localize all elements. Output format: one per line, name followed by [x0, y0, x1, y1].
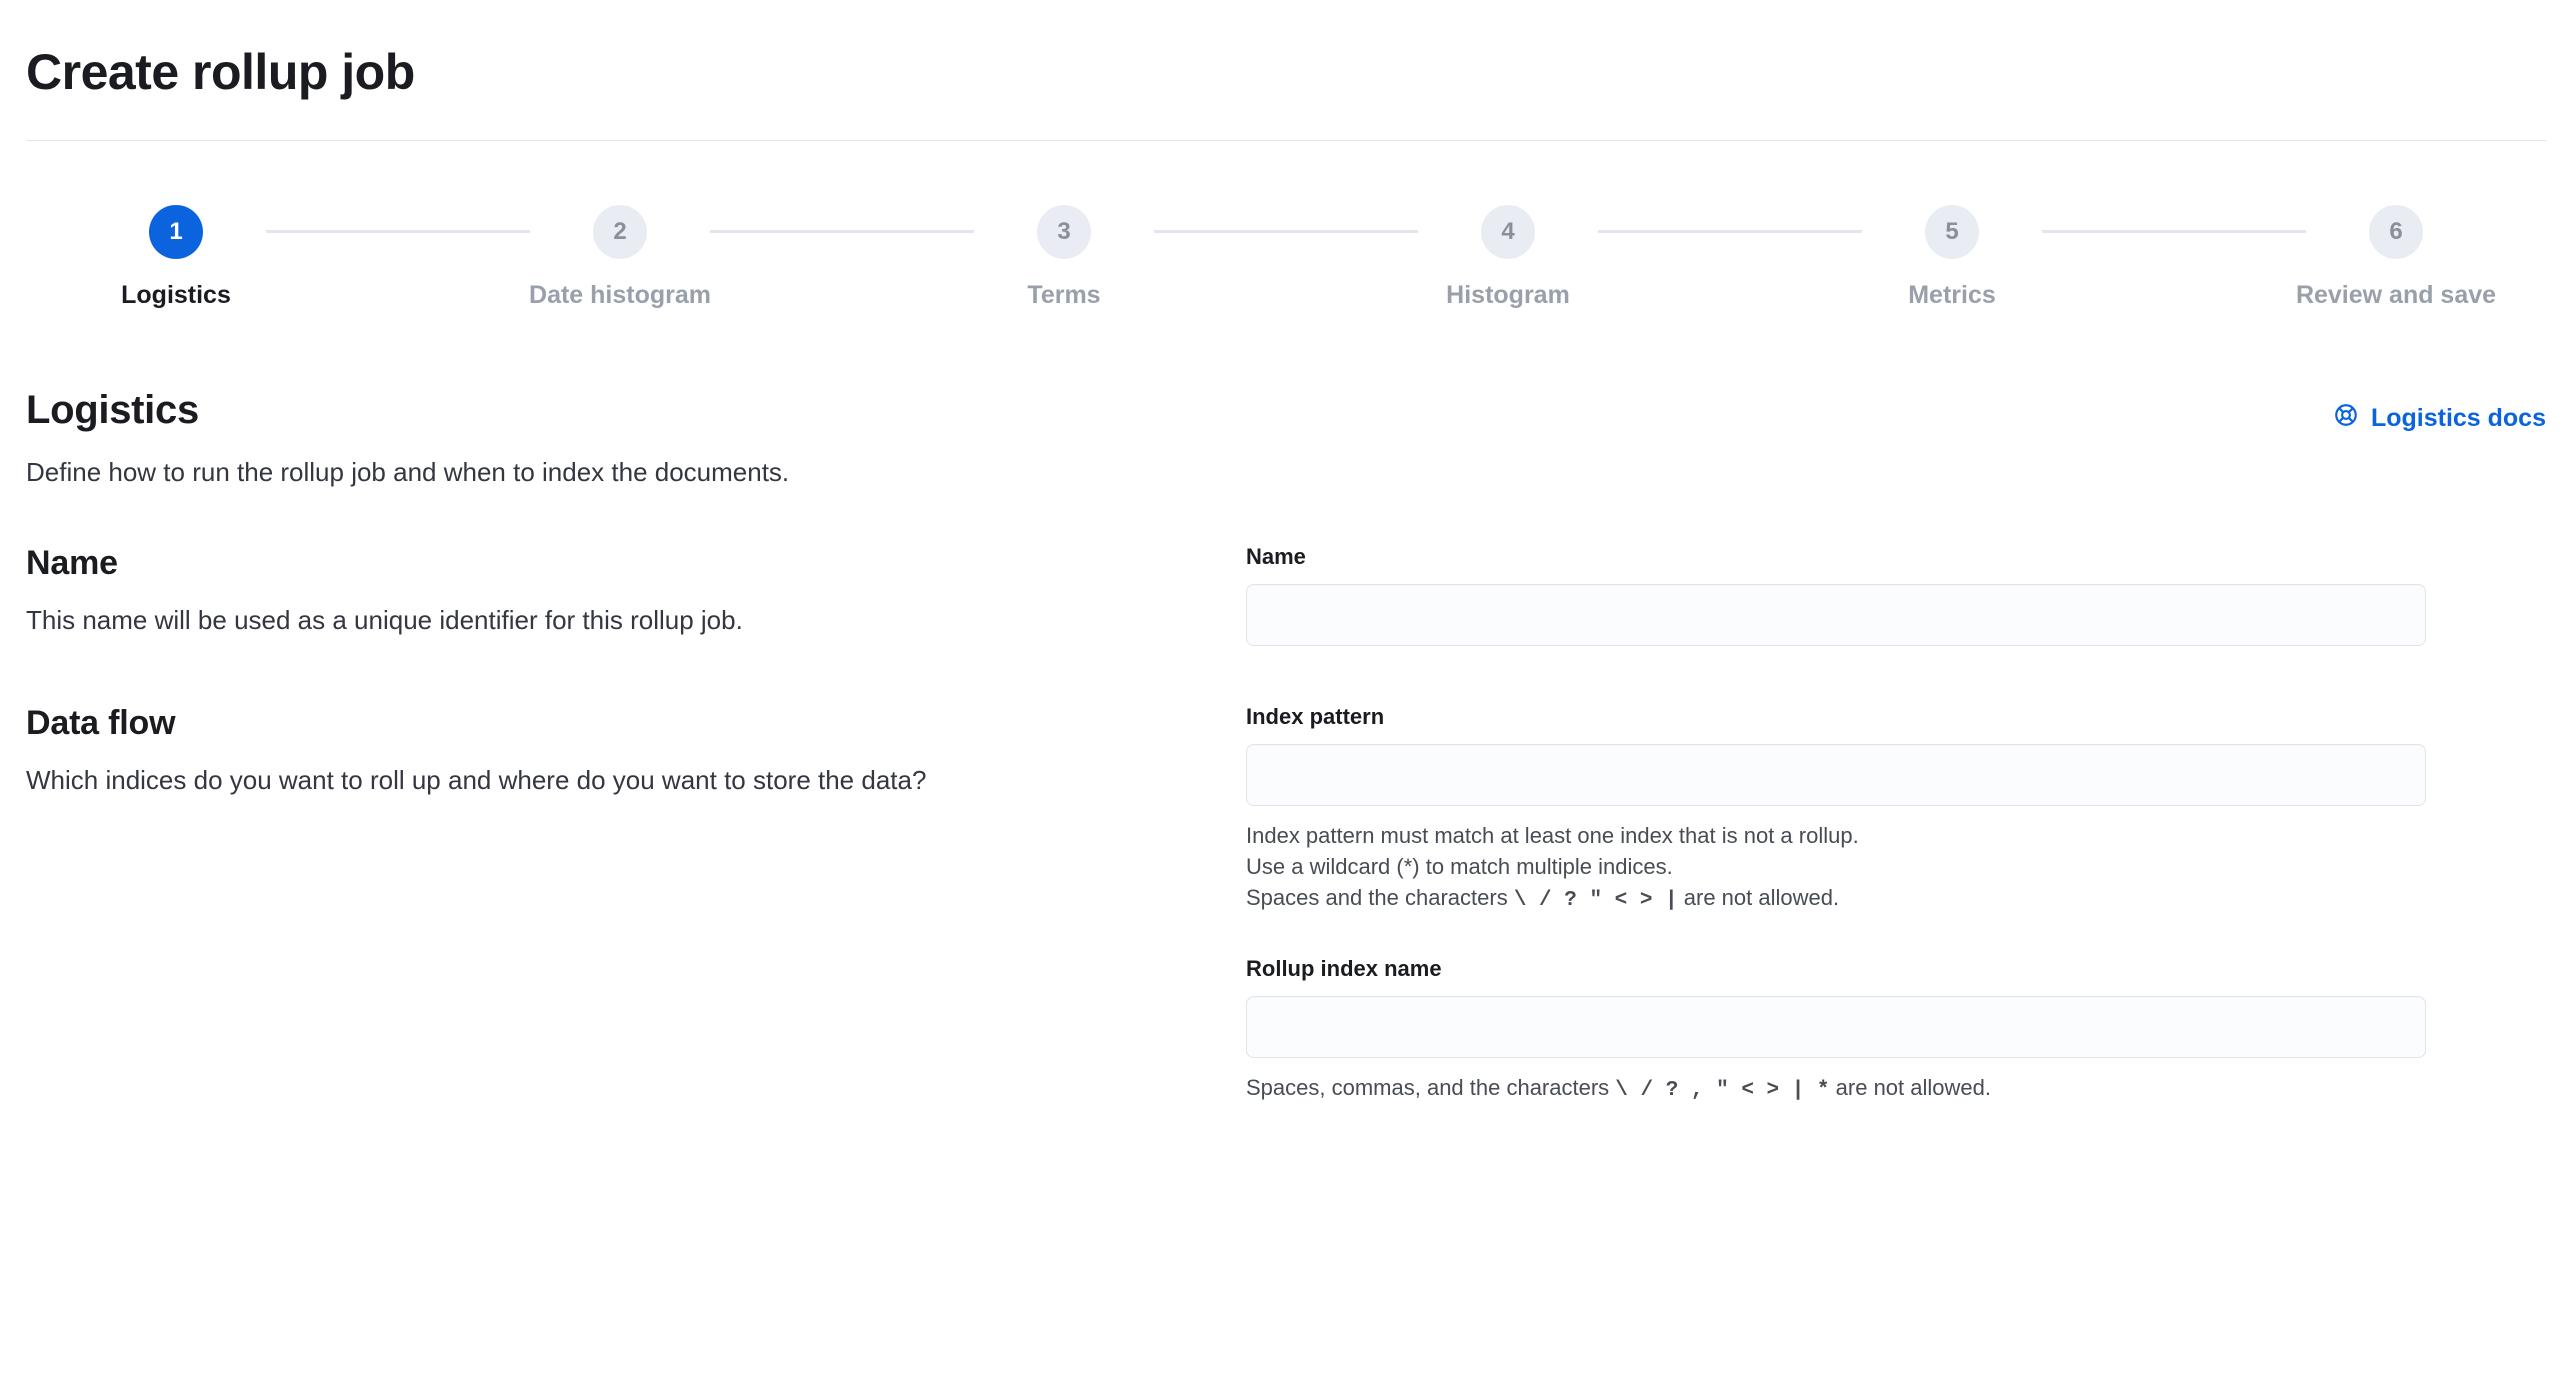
step-terms-label: Terms	[1027, 280, 1101, 309]
step-connector-2	[710, 230, 974, 233]
name-section-text	[26, 544, 1246, 638]
name-input[interactable]	[1246, 584, 2426, 646]
logistics-docs-link[interactable]	[2333, 402, 2546, 435]
page-title: Create rollup job	[26, 44, 415, 100]
section-description: Define how to run the rollup job and when to index the documents.	[26, 456, 790, 487]
step-metrics-number: 5	[1925, 205, 1979, 259]
step-metrics[interactable]	[1862, 205, 2042, 310]
data-flow-section-fields	[1246, 704, 2426, 1106]
rollup-index-name-label: Rollup index name	[1246, 955, 1442, 981]
rollup-index-disallowed-chars: \ / ? , " < > | *	[1615, 1078, 1830, 1102]
index-pattern-label: Index pattern	[1246, 703, 1385, 729]
title-divider	[26, 140, 2546, 141]
step-date-histogram[interactable]	[530, 205, 710, 310]
step-histogram[interactable]	[1418, 205, 1598, 310]
name-section-description: This name will be used as a unique identifier for this rollup job.	[26, 604, 743, 635]
section-header	[26, 388, 2546, 435]
rollup-index-help-pre: Spaces, commas, and the characters	[1246, 1074, 1616, 1100]
step-date-histogram-number: 2	[593, 205, 647, 259]
step-logistics-number: 1	[149, 205, 203, 259]
step-review-and-save[interactable]	[2295, 205, 2497, 310]
rollup-index-name-input[interactable]	[1246, 996, 2426, 1058]
index-pattern-disallowed-chars: \ / ? " < > |	[1513, 888, 1678, 912]
name-section-fields	[1246, 544, 2426, 646]
data-flow-section-description: Which indices do you want to roll up and where do you want to store the data?	[26, 764, 927, 795]
data-flow-section-text	[26, 704, 1246, 798]
step-logistics-label: Logistics	[121, 280, 231, 309]
index-pattern-help-line3-post: are not allowed.	[1677, 884, 1840, 910]
step-review-and-save-label: Review and save	[2295, 280, 2497, 309]
step-indicator	[26, 205, 2546, 310]
step-histogram-label: Histogram	[1446, 280, 1570, 309]
section-title: Logistics	[26, 387, 199, 432]
index-pattern-help	[1246, 820, 2426, 916]
step-logistics[interactable]	[86, 205, 266, 310]
index-pattern-input[interactable]	[1246, 744, 2426, 806]
data-flow-section	[26, 704, 2546, 1106]
step-review-and-save-number: 6	[2369, 205, 2423, 259]
rollup-index-name-help	[1246, 1072, 2426, 1106]
name-section-title: Name	[26, 543, 118, 582]
step-terms-number: 3	[1037, 205, 1091, 259]
index-pattern-help-line3-pre: Spaces and the characters	[1246, 884, 1514, 910]
rollup-index-help-post: are not allowed.	[1829, 1074, 1991, 1100]
index-pattern-help-line1: Index pattern must match at least one index that is not a rollup.	[1246, 822, 1859, 848]
step-connector-1	[266, 230, 530, 233]
step-connector-3	[1154, 230, 1418, 233]
step-connector-4	[1598, 230, 1862, 233]
index-pattern-help-line2: Use a wildcard (*) to match multiple indices.	[1246, 853, 1673, 879]
help-circle-icon	[2333, 402, 2359, 435]
data-flow-section-title: Data flow	[26, 703, 176, 742]
step-histogram-number: 4	[1481, 205, 1535, 259]
step-connector-5	[2042, 230, 2306, 233]
step-date-histogram-label: Date histogram	[529, 280, 711, 309]
create-rollup-job-page	[0, 44, 2572, 1396]
step-terms[interactable]	[974, 205, 1154, 310]
step-metrics-label: Metrics	[1908, 280, 1996, 309]
name-section	[26, 544, 2546, 646]
name-field-label: Name	[1246, 543, 1306, 569]
logistics-docs-label: Logistics docs	[2370, 403, 2546, 432]
